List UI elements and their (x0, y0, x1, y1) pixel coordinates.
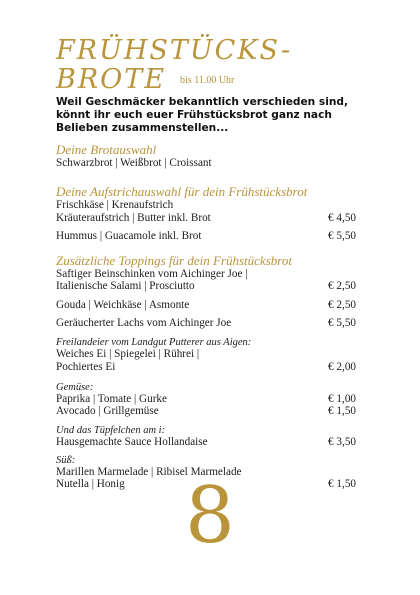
title-line-1: FRÜHSTÜCKS- (56, 35, 293, 66)
time-subtitle: bis 11.00 Uhr (180, 75, 235, 86)
item-price: € 3,50 (328, 435, 356, 448)
section-brot (56, 142, 356, 169)
item-price: € 1,50 (328, 478, 356, 491)
item-price: € 2,50 (328, 298, 356, 311)
item-text: Gouda | Weichkäse | Asmonte (56, 298, 190, 311)
section-heading: Deine Brotauswahl (56, 142, 157, 157)
menu-item (56, 405, 356, 417)
item-text: Saftiger Beinschinken vom Aichinger Joe | Italienische Salami | Prosciutto (56, 268, 248, 293)
item-text: Hummus | Guacamole inkl. Brot (56, 229, 202, 242)
section-eier (56, 337, 356, 373)
subsection-heading: Und das Tüpfelchen am i: (56, 424, 166, 436)
item-price: € 5,50 (328, 229, 356, 242)
menu-item (56, 299, 356, 311)
menu-sections (56, 142, 356, 490)
menu-item (56, 157, 356, 169)
item-text: Schwarzbrot | Weißbrot | Croissant (56, 157, 212, 169)
subsection-heading: Gemüse: (56, 381, 94, 393)
item-text: Avocado | Grillgemüse (56, 405, 159, 418)
menu-item (56, 268, 356, 293)
page-title (56, 36, 292, 95)
section-toppings (56, 253, 356, 329)
item-price: € 1,00 (328, 392, 356, 405)
title-line-2 (56, 65, 292, 95)
item-price: € 1,50 (328, 405, 356, 418)
section-aufstrich (56, 184, 356, 242)
page-number: 8 (185, 471, 235, 561)
item-text: Marillen Marmelade | Ribisel Marmelade Nutella | Honig (56, 465, 242, 491)
item-price: € 4,50 (328, 211, 356, 224)
subsection-heading: Freilandeier vom Landgut Putterer aus Aigen: (56, 337, 252, 349)
menu-item (56, 317, 356, 329)
menu-item (56, 393, 356, 405)
item-price: € 2,00 (328, 360, 356, 373)
menu-item (56, 348, 356, 373)
menu-item (56, 436, 356, 448)
section-tuepfelchen (56, 425, 356, 448)
subsection-heading: Süß: (56, 454, 76, 466)
item-text: Hausgemachte Sauce Hollandaise (56, 435, 208, 448)
menu-item (56, 199, 356, 224)
item-text: Geräucherter Lachs vom Aichinger Joe (56, 317, 232, 330)
item-text: Weiches Ei | Spiegelei | Rührei | Pochiertes Ei (56, 348, 200, 373)
menu-item (56, 230, 356, 242)
section-gemuese (56, 382, 356, 418)
section-heading: Zusätzliche Toppings für dein Frühstücksbrot (56, 253, 292, 269)
intro-text: Weil Geschmäcker bekanntlich verschieden sind, könnt ihr euch euer Frühstücksbrot ganz nach Belieben zusammenstellen... (56, 96, 349, 134)
item-text: Paprika | Tomate | Gurke (56, 392, 167, 405)
item-text: Frischkäse | Krenaufstrich Kräuteraufstrich | Butter inkl. Brot (56, 199, 211, 224)
item-price: € 2,50 (328, 280, 356, 293)
item-price: € 5,50 (328, 317, 356, 330)
title-line-2-text: BROTE (56, 64, 167, 95)
section-heading: Deine Aufstrichauswahl für dein Frühstücksbrot (56, 184, 308, 200)
